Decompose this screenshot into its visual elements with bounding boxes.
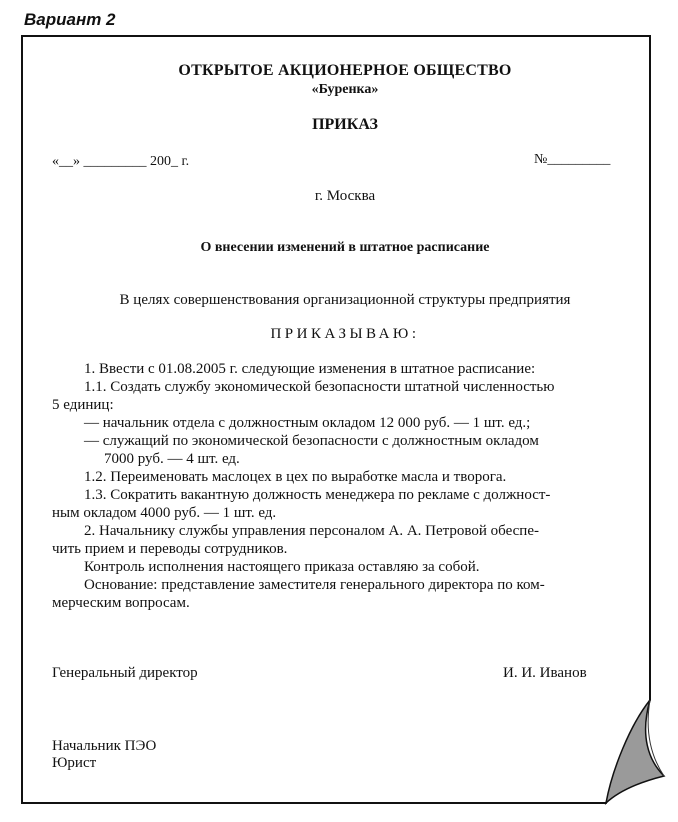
body-line: 1. Ввести с 01.08.2005 г. следующие изменения в штатное расписание:: [84, 361, 536, 377]
body-line: 1.2. Переименовать маслоцех в цех по выработке масла и творога.: [84, 469, 507, 485]
body-line: Контроль исполнения настоящего приказа оставляю за собой.: [84, 559, 480, 575]
approval-line: Юрист: [52, 755, 97, 771]
body-line: 1.1. Создать службу экономической безопасности штатной численностью: [84, 379, 555, 395]
body-line: 7000 руб. — 4 шт. ед.: [104, 451, 240, 467]
company-name: «Буренка»: [311, 82, 379, 97]
body-line: Основание: представление заместителя генерального директора по ком-: [84, 577, 545, 593]
signatory-name: И. И. Иванов: [503, 665, 587, 681]
variant-title: Вариант 2: [24, 10, 116, 29]
document-type: ПРИКАЗ: [312, 116, 378, 133]
order-subject: О внесении изменений в штатное расписание: [200, 240, 490, 255]
body-line: — начальник отдела с должностным окладом 12 000 руб. — 1 шт. ед.;: [84, 415, 531, 431]
approval-line: Начальник ПЭО: [52, 738, 157, 754]
body-line: 1.3. Сократить вакантную должность менеджера по рекламе с должност-: [84, 487, 551, 503]
body-line: мерческим вопросам.: [52, 595, 190, 611]
order-purpose: В целях совершенствования организационной структуры предприятия: [119, 292, 571, 308]
signatory-title: Генеральный директор: [52, 665, 198, 681]
body-line: — служащий по экономической безопасности с должностным окладом: [84, 433, 539, 449]
city: г. Москва: [314, 188, 376, 204]
company-heading: ОТКРЫТОЕ АКЦИОНЕРНОЕ ОБЩЕСТВО: [178, 62, 512, 79]
body-line: ным окладом 4000 руб. — 1 шт. ед.: [52, 505, 277, 521]
body-line: чить прием и переводы сотрудников.: [52, 541, 288, 557]
body-line: 2. Начальнику службы управления персоналом А. А. Петровой обеспе-: [84, 523, 539, 539]
date-line: «__» _________ 200_ г.: [52, 154, 190, 169]
decree-heading: ПРИКАЗЫВАЮ:: [270, 326, 420, 342]
body-line: 5 единиц:: [52, 397, 114, 413]
number-line: №_________: [534, 152, 611, 167]
